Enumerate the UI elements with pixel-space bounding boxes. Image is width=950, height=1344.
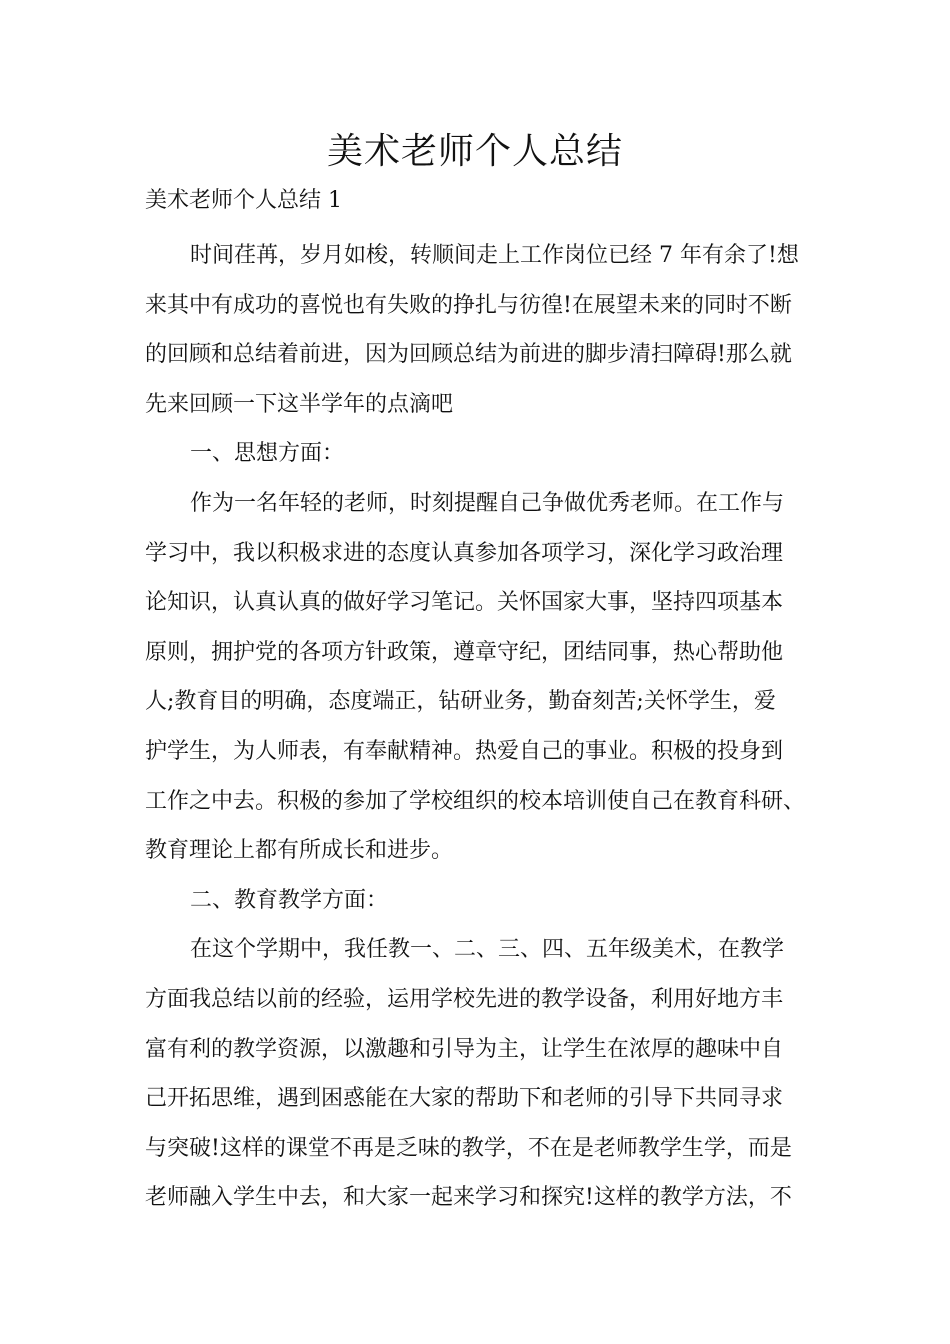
text-line: 作为一名年轻的老师，时刻提醒自己争做优秀老师。在工作与 — [190, 490, 785, 516]
text-line: 己开拓思维，遇到困惑能在大家的帮助下和老师的引导下共同寻求 — [145, 1086, 784, 1112]
text-line: 护学生，为人师表，有奉献精神。热爱自己的事业。积极的投身到 — [145, 738, 784, 764]
text-line: 论知识，认真认真的做好学习笔记。关怀国家大事，坚持四项基本 — [145, 590, 784, 616]
text-line: 来其中有成功的喜悦也有失败的挣扎与彷徨!在展望未来的同时不断 — [145, 292, 792, 318]
text-line: 工作之中去。积极的参加了学校组织的校本培训使自己在教育科研、 — [145, 788, 806, 814]
text-line: 时间荏苒，岁月如梭，转顺间走上工作岗位已经 7 年有余了!想 — [190, 243, 799, 268]
text-line: 在这个学期中，我任教一、二、三、四、五年级美术，在教学 — [190, 937, 785, 963]
page-title: 美术老师个人总结 — [326, 131, 623, 172]
text-line: 富有利的教学资源，以激趣和引导为主，让学生在浓厚的趣味中自 — [145, 1036, 784, 1062]
text-line: 与突破!这样的课堂不再是乏味的教学，不在是老师教学生学，而是 — [145, 1135, 792, 1161]
text-line: 教育理论上都有所成长和进步。 — [145, 838, 454, 864]
text-line: 学习中，我以积极求进的态度认真参加各项学习，深化学习政治理 — [145, 540, 784, 566]
text-line: 二、教育教学方面： — [190, 887, 389, 913]
text-line: 先来回顾一下这半学年的点滴吧 — [145, 391, 454, 417]
text-line: 老师融入学生中去，和大家一起来学习和探究!这样的教学方法，不 — [145, 1185, 792, 1211]
text-line: 人;教育目的明确，态度端正，钻研业务，勤奋刻苦;关怀学生，爱 — [145, 689, 776, 715]
text-line: 的回顾和总结着前进，因为回顾总结为前进的脚步清扫障碍!那么就 — [145, 342, 792, 368]
text-line: 方面我总结以前的经验，运用学校先进的教学设备，利用好地方丰 — [145, 986, 784, 1012]
section-subtitle: 美术老师个人总结 1 — [145, 188, 342, 213]
text-line: 原则，拥护党的各项方针政策，遵章守纪，团结同事，热心帮助他 — [145, 639, 784, 665]
text-line: 一、思想方面： — [190, 441, 345, 467]
document-body — [145, 231, 815, 1223]
